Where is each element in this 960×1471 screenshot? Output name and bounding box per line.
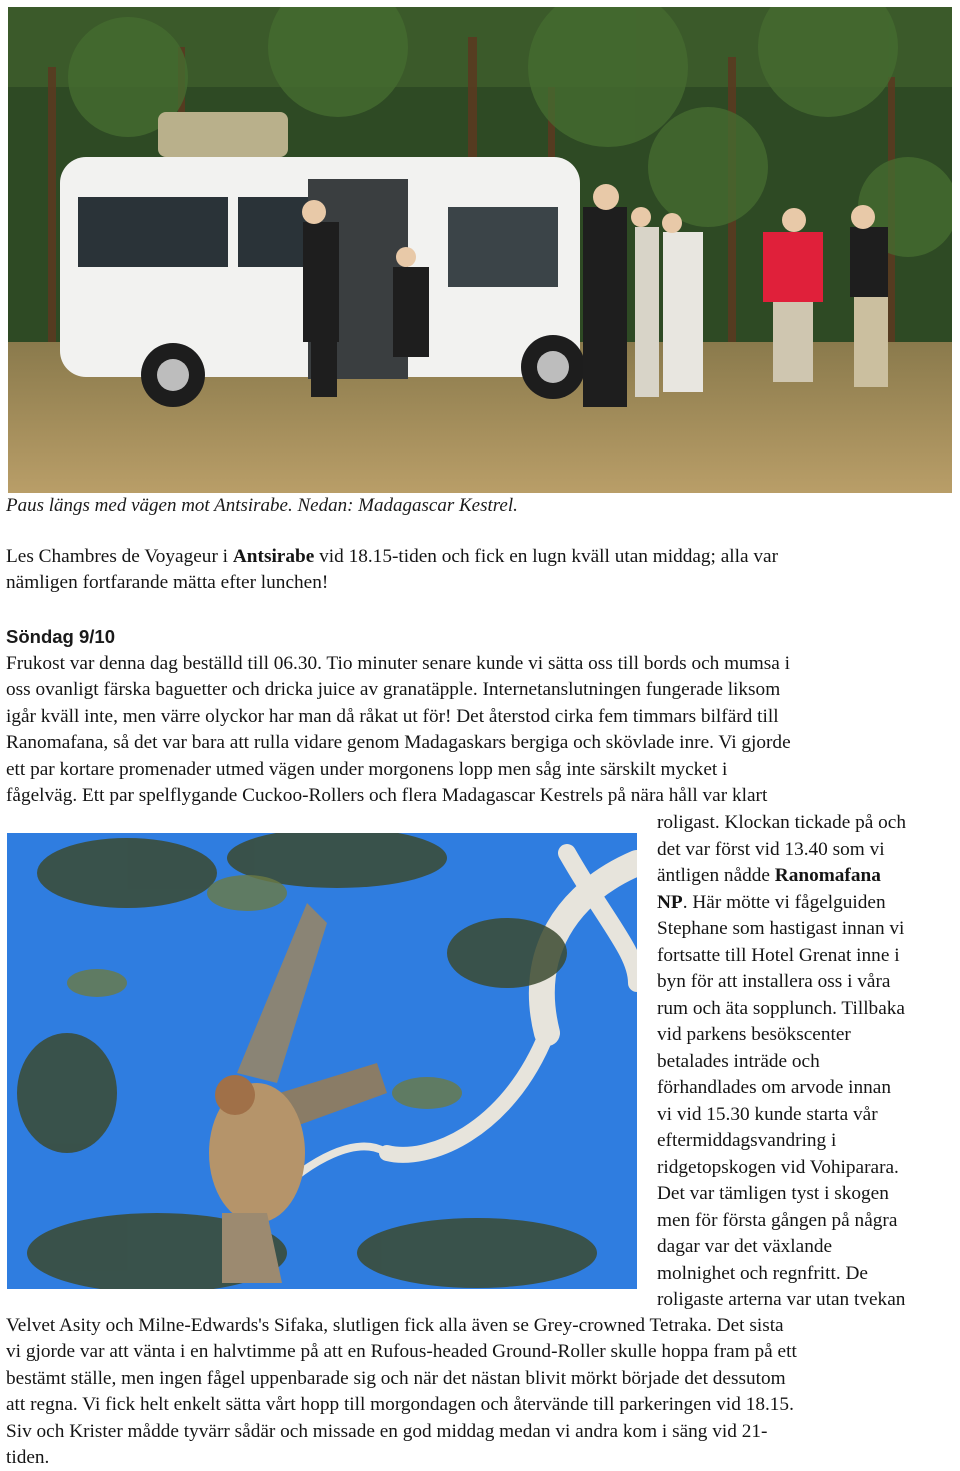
day-heading: Söndag 9/10 <box>6 626 115 647</box>
paragraph-line: ridgetopskogen vid Vohiparara. <box>657 1156 899 1178</box>
paragraph-line: igår kväll inte, men värre olyckor har man då råkat ut för! Det återstod cirka fem timmars bilfärd till <box>6 705 779 727</box>
text-span: vid 18.15-tiden och fick en lugn kväll utan middag; alla var <box>314 546 778 567</box>
paragraph-line <box>657 863 957 890</box>
paragraph-line: Velvet Asity och Milne-Edwards's Sifaka, slutligen fick alla även se Grey-crowned Tetraka. Det sista <box>6 1315 784 1336</box>
paragraph-line <box>6 544 952 570</box>
paragraph-line: rum och äta sopplunch. Tillbaka <box>657 997 905 1019</box>
paragraph-line: eftermiddagsvandring i <box>657 1130 837 1151</box>
paragraph-line: Siv och Krister mådde tyvärr sådär och missade en god middag medan vi andra kom i säng vid 21- <box>6 1420 768 1442</box>
photo-caption: Paus längs med vägen mot Antsirabe. Nedan: Madagascar Kestrel. <box>6 495 518 516</box>
text-span: äntligen nådde <box>657 865 775 886</box>
paragraph-line <box>657 890 957 917</box>
paragraph-line: Ranomafana, så det var bara att rulla vidare genom Madagaskars bergiga och skövlade inre. Vi gjorde <box>6 732 791 754</box>
paragraph-line: Stephane som hastigast innan vi <box>657 918 905 939</box>
minibus-photo <box>8 7 952 493</box>
paragraph-line: men för första gången på några <box>657 1209 898 1231</box>
paragraph-ending <box>6 1313 954 1471</box>
paragraph-line: vid parkens besökscenter <box>657 1024 851 1045</box>
paragraph-line: vi gjorde var att vänta i en halvtimme på att en Rufous-headed Ground-Roller skulle hoppa fram på ett <box>6 1341 797 1363</box>
paragraph-line: tiden. <box>6 1447 50 1469</box>
paragraph-line: dagar var det växlande <box>657 1236 833 1257</box>
paragraph-line: nämligen fortfarande mätta efter lunchen! <box>6 572 329 594</box>
paragraph-line: bestämt ställe, men ingen fågel uppenbarade sig och när det nästan blivit mörkt började det dessutom <box>6 1367 786 1389</box>
paragraph-line: Det var tämligen tyst i skogen <box>657 1183 889 1204</box>
top-photo <box>8 7 952 493</box>
paragraph-line: molnighet och regnfritt. De <box>657 1262 868 1284</box>
paragraph-line: roligaste arterna var utan tvekan <box>657 1289 906 1310</box>
paragraph-antsirabe <box>6 544 952 597</box>
paragraph-line: fågelväg. Ett par spelflygande Cuckoo-Rollers och flera Madagascar Kestrels på nära håll var klart <box>6 785 768 807</box>
text-span: . Här mötte vi fågelguiden <box>682 891 886 913</box>
right-column-text <box>657 810 957 1314</box>
paragraph-sunday <box>6 651 954 809</box>
paragraph-line: byn för att installera oss i våra <box>657 971 891 992</box>
paragraph-line: att regna. Vi fick helt enkelt sätta vårt hopp till morgondagen och återvände till parkeringen vid 18.15. <box>6 1394 794 1416</box>
paragraph-line: det var först vid 13.40 som vi <box>657 838 885 860</box>
paragraph-line: Frukost var denna dag beställd till 06.30. Tio minuter senare kunde vi sätta oss till bords och mumsa i <box>6 653 791 674</box>
kestrel-photo <box>7 833 637 1289</box>
paragraph-line: betalades inträde och <box>657 1050 820 1072</box>
place-name-np: NP <box>657 891 683 913</box>
paragraph-line: ett par kortare promenader utmed vägen under morgonens lopp men såg inte särskilt mycket i <box>6 758 728 780</box>
paragraph-line: vi vid 15.30 kunde starta vår <box>657 1103 878 1125</box>
paragraph-line: roligast. Klockan tickade på och <box>657 812 906 833</box>
place-name-antsirabe: Antsirabe <box>232 546 315 567</box>
paragraph-line: oss ovanligt färska baguetter och dricka juice av granatäpple. Internetanslutningen fungerade liksom <box>6 679 781 701</box>
place-name-ranomafana: Ranomafana <box>774 865 881 886</box>
paragraph-line: fortsatte till Hotel Grenat inne i <box>657 944 900 966</box>
paragraph-line: förhandlades om arvode innan <box>657 1077 891 1098</box>
text-span: Les Chambres de Voyageur i <box>6 546 233 567</box>
kestrel-photo-image <box>7 833 637 1289</box>
